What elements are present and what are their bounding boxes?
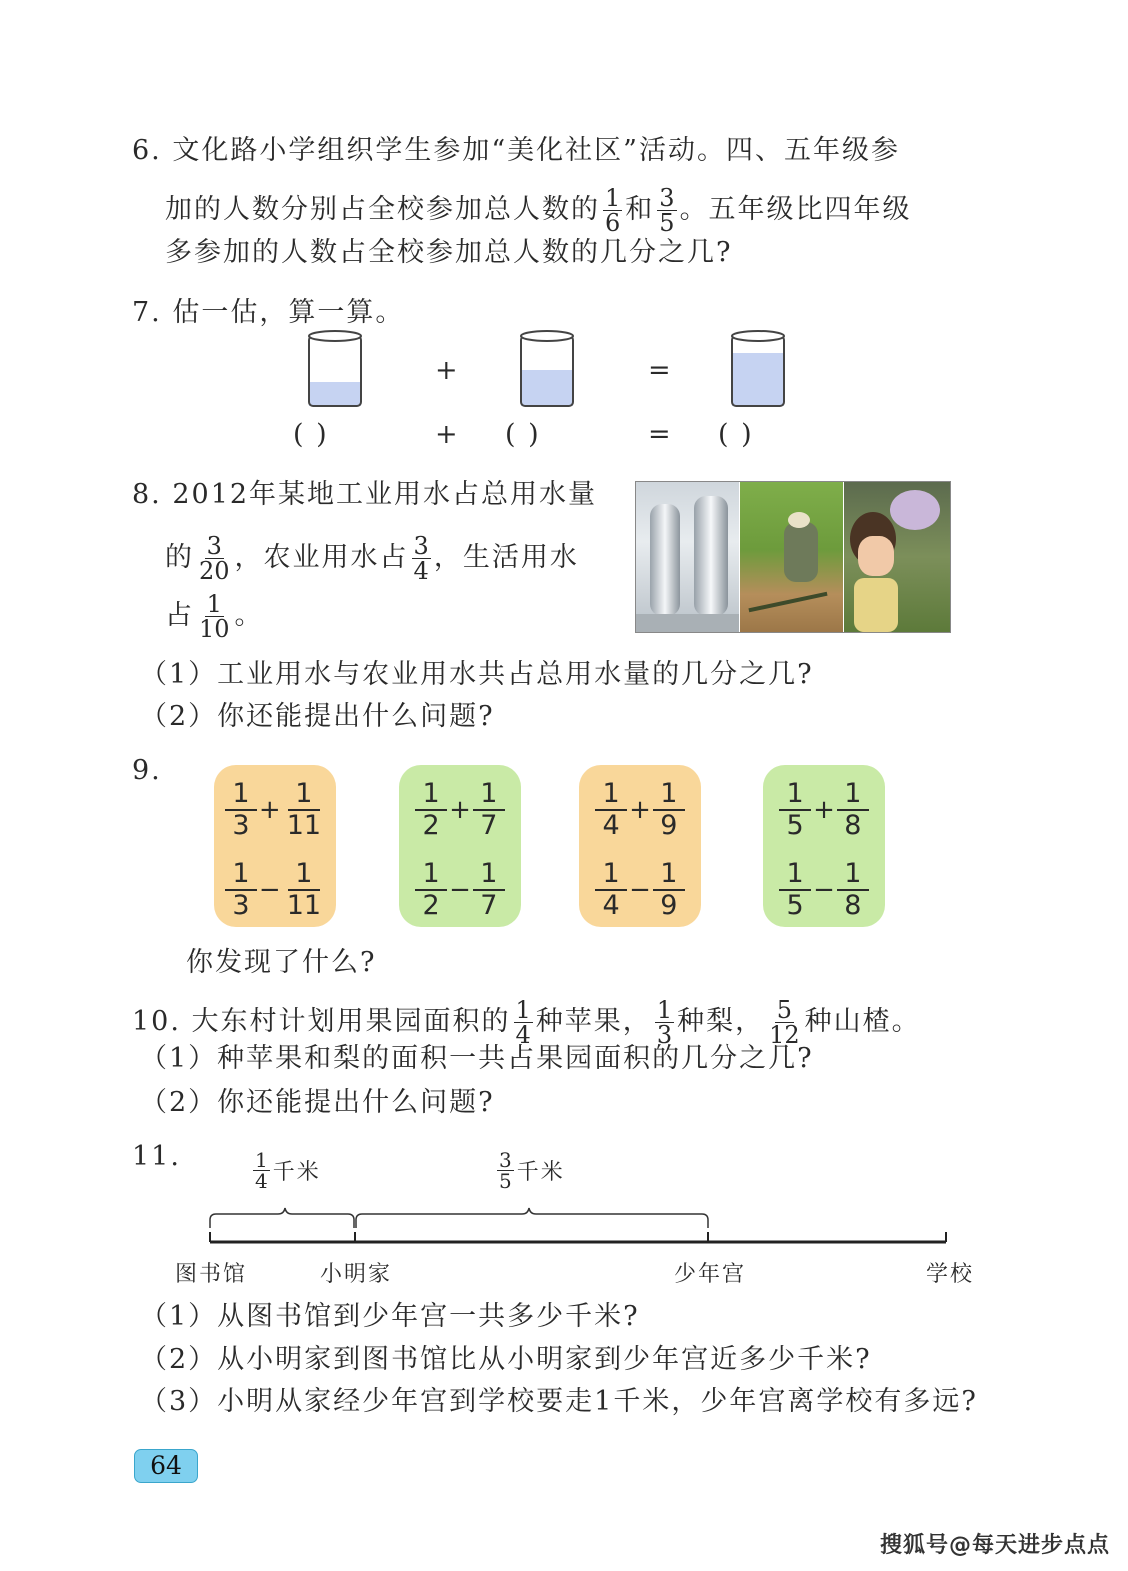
cup-1	[309, 331, 361, 406]
household-water-photo	[844, 482, 950, 632]
q10-line1: 10. 大东村计划用果园面积的 $\frac{1}{4}$ 种苹果， $\frac{1}{3}$ 种梨， $\frac{5}{12}$ 种山楂。	[132, 996, 921, 1049]
q9-question: 你发现了什么?	[186, 947, 377, 978]
place-school: 学校	[926, 1262, 975, 1287]
q6-fraction-1: $\frac{1}{6}$	[605, 184, 621, 237]
card-1-difference: 1 3 − $\frac{1}{11}$	[214, 857, 336, 923]
q9-number: 9.	[132, 755, 162, 786]
place-xiaoming-home: 小明家	[320, 1262, 393, 1287]
q11-sub1: （1）从图书馆到少年宫一共多少千米?	[140, 1301, 640, 1332]
q7-cups	[300, 328, 800, 414]
q6-line2	[165, 186, 912, 235]
q6-line1: 6. 文化路小学组织学生参加“美化社区”活动。四、五年级参	[132, 135, 900, 166]
q7-plus-top: +	[435, 355, 460, 386]
card-2-difference: 1 2 − $\frac{1}{7}$	[399, 857, 521, 923]
brace-2	[356, 1208, 708, 1228]
q6-line2-tail: 。五年级比四年级	[679, 194, 912, 225]
q8-fraction-2: $\frac{3}{4}$	[413, 532, 429, 585]
q10-fraction-1: $\frac{1}{4}$	[515, 996, 531, 1049]
q7-equals-top: =	[648, 355, 673, 386]
brace-1	[210, 1208, 354, 1228]
card-4-difference: 1 5 − $\frac{1}{8}$	[763, 857, 885, 923]
card-4-sum: 1 5 + $\frac{1}{8}$	[763, 777, 885, 843]
card-2-sum: 1 2 + $\frac{1}{7}$	[399, 777, 521, 843]
q11-number: 11.	[132, 1141, 181, 1172]
q8-line1: 8. 2012年某地工业用水占总用水量	[132, 479, 598, 510]
page-number: 64	[134, 1449, 198, 1483]
q8-line2: 的 $\frac{3}{20}$ ，农业用水占 $\frac{3}{4}$ ，生活用水	[165, 532, 579, 585]
q8-fraction-1: $\frac{3}{20}$	[199, 532, 230, 585]
q11-sub2: （2）从小明家到图书馆比从小明家到少年宫近多少千米?	[140, 1344, 872, 1375]
q7-answer-blank-3[interactable]: ( )	[718, 419, 754, 450]
watermark-text: 搜狐号@每天进步点点	[880, 1533, 1111, 1558]
q10-sub1: （1）种苹果和梨的面积一共占果园面积的几分之几?	[140, 1043, 814, 1074]
card-1-sum: 1 3 + $\frac{1}{11}$	[214, 777, 336, 843]
q8-sub2: （2）你还能提出什么问题?	[140, 701, 495, 732]
fraction-card-4	[763, 765, 885, 927]
q7-equals-bottom: =	[648, 419, 673, 450]
cup-3	[732, 331, 784, 406]
q7-plus-bottom: +	[435, 419, 460, 450]
fraction-card-3	[579, 765, 701, 927]
q8-sub1: （1）工业用水与农业用水共占总用水量的几分之几?	[140, 659, 814, 690]
card-3-difference: 1 4 − $\frac{1}{9}$	[579, 857, 701, 923]
card-3-sum: 1 4 + $\frac{1}{9}$	[579, 777, 701, 843]
q6-line3: 多参加的人数占全校参加总人数的几分之几?	[165, 237, 733, 268]
q10-fraction-3: $\frac{5}{12}$	[769, 996, 800, 1049]
q11-segment-2-label: $\frac{3}{5}$ 千米	[499, 1148, 565, 1193]
place-library: 图书馆	[175, 1262, 248, 1287]
q6-fraction-2: $\frac{3}{5}$	[659, 184, 675, 237]
q6-line2-text: 加的人数分别占全校参加总人数的	[165, 194, 600, 225]
q11-distance-line	[200, 1200, 960, 1252]
q11-segment-1-label: $\frac{1}{4}$ 千米	[255, 1148, 321, 1193]
farm-water-photo	[740, 482, 843, 632]
cup-2	[521, 331, 573, 406]
q8-fraction-3: $\frac{1}{10}$	[199, 590, 230, 643]
q10-fraction-2: $\frac{1}{3}$	[656, 996, 673, 1049]
fraction-card-1	[214, 765, 336, 927]
q7-title: 7. 估一估，算一算。	[132, 297, 405, 328]
q8-photo-strip	[635, 481, 951, 633]
q11-sub3: （3）小明从家经少年宫到学校要走1千米，少年宫离学校有多远?	[140, 1386, 978, 1417]
industrial-water-photo	[636, 482, 739, 632]
place-youth-palace: 少年宫	[674, 1262, 747, 1287]
q10-sub2: （2）你还能提出什么问题?	[140, 1087, 495, 1118]
q6-and: 和	[625, 194, 655, 225]
q7-answer-blank-1[interactable]: ( )	[293, 419, 329, 450]
fraction-card-2	[399, 765, 521, 927]
q7-answer-blank-2[interactable]: ( )	[505, 419, 541, 450]
q8-line3: 占 $\frac{1}{10}$ 。	[165, 590, 264, 643]
